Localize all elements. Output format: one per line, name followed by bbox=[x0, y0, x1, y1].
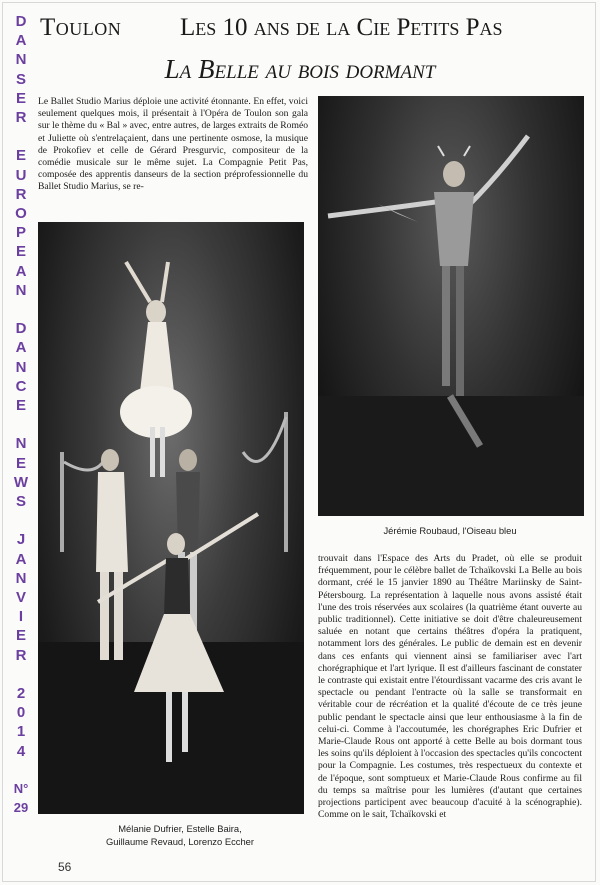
masthead-letter: S bbox=[15, 70, 26, 88]
masthead-letter: I bbox=[18, 608, 24, 626]
photo-ballet-group bbox=[38, 222, 304, 814]
article-title: Les 10 ans de la Cie Petits Pas bbox=[180, 14, 503, 41]
masthead-letter: R bbox=[15, 109, 27, 126]
page-number: 56 bbox=[58, 860, 72, 874]
article-text-left bbox=[38, 96, 308, 221]
masthead-letter: J bbox=[16, 531, 26, 549]
masthead-letter: N bbox=[15, 569, 27, 587]
article-text-right bbox=[318, 553, 582, 871]
masthead-letter: 29 bbox=[13, 800, 29, 816]
masthead-letter: W bbox=[13, 473, 29, 491]
masthead-letter: A bbox=[15, 339, 27, 357]
masthead-letter: D bbox=[15, 13, 27, 30]
photo-caption-right: Jérémie Roubaud, l'Oiseau bleu bbox=[383, 525, 517, 536]
masthead-letter: E bbox=[15, 243, 26, 261]
masthead-letter: D bbox=[15, 320, 27, 338]
masthead-letter: N bbox=[15, 281, 27, 299]
masthead-letter: N bbox=[15, 51, 27, 69]
masthead-letter: C bbox=[15, 377, 27, 395]
article-paragraph-right: trouvait dans l'Espace des Arts du Pradet, où elle se produit fréquemment, pour le célèbre ballet de Tchaïkovski La Belle au bois dormant, créé le 15 janvier 1890 au Théâtre Mariinsky de Saint-Pétersbourg. La représentation à laquelle nous avons assisté était l'une des trois réservées aux scolaires (la quatrième étant ouverte au public traditionnel). Cette initiative se doit d'être chaleureusement saluée en notant que certains théâtres d'opéra la pratiquent, notamment lors des générales. Le public de demain est en devenir dans ces enfants qui viennent ainsi se familiariser avec l'art chorégraphique et l'art lyrique. Il est d'ailleurs fascinant de constater le contraste qui existait entre l'étourdissant vacarme des cris avant le spectacle ou pendant l'entracte où la salle se transformait en véritable cour de récréation et la qualité d'écoute de ce très jeune public pendant le spectacle ainsi que leur enthousiasme à la fin de celui-ci. Comme à l'accoutumée, les chorégraphes Eric Dufrier et Marie-Claude Rous ont apporté à cette Belle au bois dormant tous les soins qu'ils déploient à l'occasion des spectacles qu'ils concoctent pour la Compagnie. Les costumes, très respectueux du contexte et de l'époque, sont somptueux et Marie-Claude Rous confirme au fil du temps sa maîtrise pour les lumières (d'autant que certaines projections participent avec beaucoup d'acuité à la scénographie). Comme on le sait, Tchaïkovski et bbox=[318, 553, 582, 821]
vertical-masthead bbox=[6, 14, 36, 874]
masthead-letter: A bbox=[15, 32, 27, 50]
masthead-letter: 1 bbox=[16, 723, 26, 741]
caption-left-line-1: Mélanie Dufrier, Estelle Baira, bbox=[118, 823, 242, 834]
caption-left-line-2: Guillaume Revaud, Lorenzo Eccher bbox=[106, 836, 254, 847]
masthead-letter: 2 bbox=[16, 685, 26, 702]
photo-caption-left bbox=[80, 822, 280, 848]
masthead-letter: E bbox=[15, 147, 26, 165]
masthead-letter: V bbox=[15, 589, 26, 606]
masthead-letter: A bbox=[15, 262, 27, 280]
masthead-letter: N° bbox=[13, 781, 29, 796]
masthead-letter: E bbox=[15, 397, 26, 414]
masthead-letter: N bbox=[15, 435, 27, 453]
masthead-letter: A bbox=[15, 550, 27, 568]
masthead-letter: 0 bbox=[16, 704, 26, 722]
masthead-letter: P bbox=[15, 224, 26, 242]
article-subtitle: La Belle au bois dormant bbox=[164, 54, 436, 84]
masthead-letter: N bbox=[15, 358, 27, 376]
masthead-letter: R bbox=[15, 185, 27, 203]
masthead-letter: E bbox=[15, 89, 26, 107]
masthead-letter: U bbox=[15, 166, 27, 184]
masthead-letter: O bbox=[15, 205, 27, 222]
masthead-letter: 4 bbox=[16, 742, 26, 760]
masthead-letter: R bbox=[15, 646, 27, 664]
article-city: Toulon bbox=[40, 14, 122, 41]
article-paragraph-left: Le Ballet Studio Marius déploie une activité étonnante. En effet, voici seulement quelques mois, il présentait à l'Opéra de Toulon son gala sur le thème du « Bal » avec, entre autres, de larges extraits de Roméo et Juliette où s'entrelaçaient, dans une pertinente osmose, la musique de Prokofiev et celle de Gérard Presgurvic, compositeur de la comédie musicale sur le même sujet. La Compagnie Petit Pas, composée des apprentis danseurs de la section préprofessionnelle du Ballet Studio Marius, se re- bbox=[38, 96, 308, 193]
masthead-letter: E bbox=[15, 627, 26, 645]
photo-oiseau-bleu bbox=[318, 96, 584, 516]
masthead-letter: S bbox=[15, 493, 26, 510]
masthead-letter: E bbox=[15, 454, 26, 472]
